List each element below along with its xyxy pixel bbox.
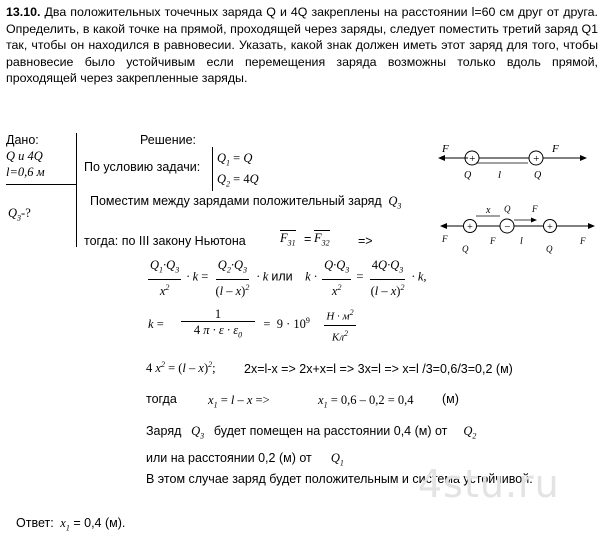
q2-label: Q [534, 170, 542, 181]
k-constant: k = $\frac{1}{4 \pi \cdot \varepsilon \cdot \varepsilon_0}$ = $9 \cdot 10^9$ $\frac{H \cdot м^2}{Кл^2}$ [148, 307, 354, 344]
l-label: l [498, 169, 502, 181]
q3-sign: − [503, 221, 511, 233]
q1-label: Q [464, 170, 472, 181]
then-label: тогда [146, 392, 177, 406]
force-equality: $F_{31}$ [280, 231, 296, 248]
diagram-forces-top [436, 136, 601, 186]
coulomb-equation: $\frac{Q_1\cdot Q_3}{x^2}$ · k = $\frac{Q_2\cdot Q_3}{(l - x)^2}$ · k или k · $\frac{Q\cdot Q_3}{x^2}$ = $\frac{4Q\cdot Q_3}{(l - x)^2}$ · k, [150, 258, 427, 298]
q2-sign: + [532, 153, 540, 165]
given-label: Дано: [6, 133, 39, 147]
f13-label: F [442, 234, 448, 244]
q1-sign: + [468, 153, 476, 165]
x1-calc: $x_1 = 0,6 - 0,2 = 0,4$ [318, 393, 414, 410]
x-solution-chain: 2x=l-x => 2x+x=l => 3x=l => x=l /3=0,6/3=0,2 (м) [244, 362, 513, 376]
condition-bracket [212, 147, 213, 191]
f31-label: F [532, 204, 538, 214]
f31-arrowhead [531, 218, 537, 223]
f2-arrowhead [580, 155, 587, 161]
alt-placement: или на расстоянии 0,2 (м) от $Q_1$ [146, 451, 344, 468]
equals-sign: = [304, 232, 312, 246]
given-charges: Q и 4Q [6, 149, 43, 163]
newton-text: тогда: по III закону Ньютона [84, 234, 246, 248]
diagram-forces-middle [440, 198, 602, 260]
x1-unit: (м) [442, 392, 459, 406]
q3-label: Q [504, 204, 511, 214]
problem-number: 13.10. [6, 5, 41, 19]
place-charge-text: Поместим между зарядами положительный заряд $Q_3$ [90, 194, 402, 211]
f23-label: F [490, 236, 496, 246]
given-distance: l=0,6 м [6, 165, 45, 179]
problem-statement [6, 4, 598, 87]
l2-label: l [520, 236, 523, 247]
x-equation: 4 $x^2 = (l - x)^2$; [146, 360, 216, 376]
q2b-sign: + [546, 222, 554, 233]
given-vertical-line [76, 133, 77, 247]
solution-heading: Решение: [140, 133, 197, 147]
f1-arrowhead [438, 155, 445, 161]
implies-arrow: => [358, 234, 373, 248]
given-divider [6, 184, 76, 185]
f1-label: F [442, 143, 449, 155]
x1-formula: $x_1 = l - x$ => [208, 393, 270, 410]
f23b-label: F [580, 236, 586, 246]
x-label: x [486, 205, 491, 216]
charge-placement: Заряд $Q_3$ будет помещен на расстоянии 0,4 (м) от $Q_2$ [146, 424, 477, 441]
problem-text: Два положительных точечных заряда Q и 4Q закреплены на расстоянии l=60 см друг от друга. Определить, в какой точке на прямой, проходящей через заряды, следует поместить третий заряд Q1 так, чтобы он находился в равновесии. Указать, какой знак должен иметь этот заряд для того, чтобы равновесие было устойчивым если перемещения заряда возможны только вдоль прямой, проходящей через закрепленные заряды. [6, 5, 598, 86]
conclusion-text: В этом случае заряд будет положительным и система устойчивой. [146, 472, 533, 486]
q1b-sign: + [466, 222, 474, 233]
f13-arrowhead [440, 223, 447, 229]
q1b-label: Q [462, 244, 469, 254]
f2-label: F [552, 143, 559, 155]
f23b-arrowhead [588, 223, 595, 229]
watermark: 4stu.ru [418, 462, 560, 506]
eq-q1: $Q_1 = Q$ [217, 151, 253, 168]
answer: Ответ: $x_1 = 0,4$ (м). [16, 516, 126, 533]
q2b-label: Q [546, 244, 553, 254]
eq-q2: $Q_2 = 4Q$ [217, 172, 259, 189]
condition-label: По условию задачи: [84, 160, 201, 174]
force-f32: $F_{32}$ [314, 231, 330, 248]
find-label: $Q_3-$? [8, 206, 31, 223]
